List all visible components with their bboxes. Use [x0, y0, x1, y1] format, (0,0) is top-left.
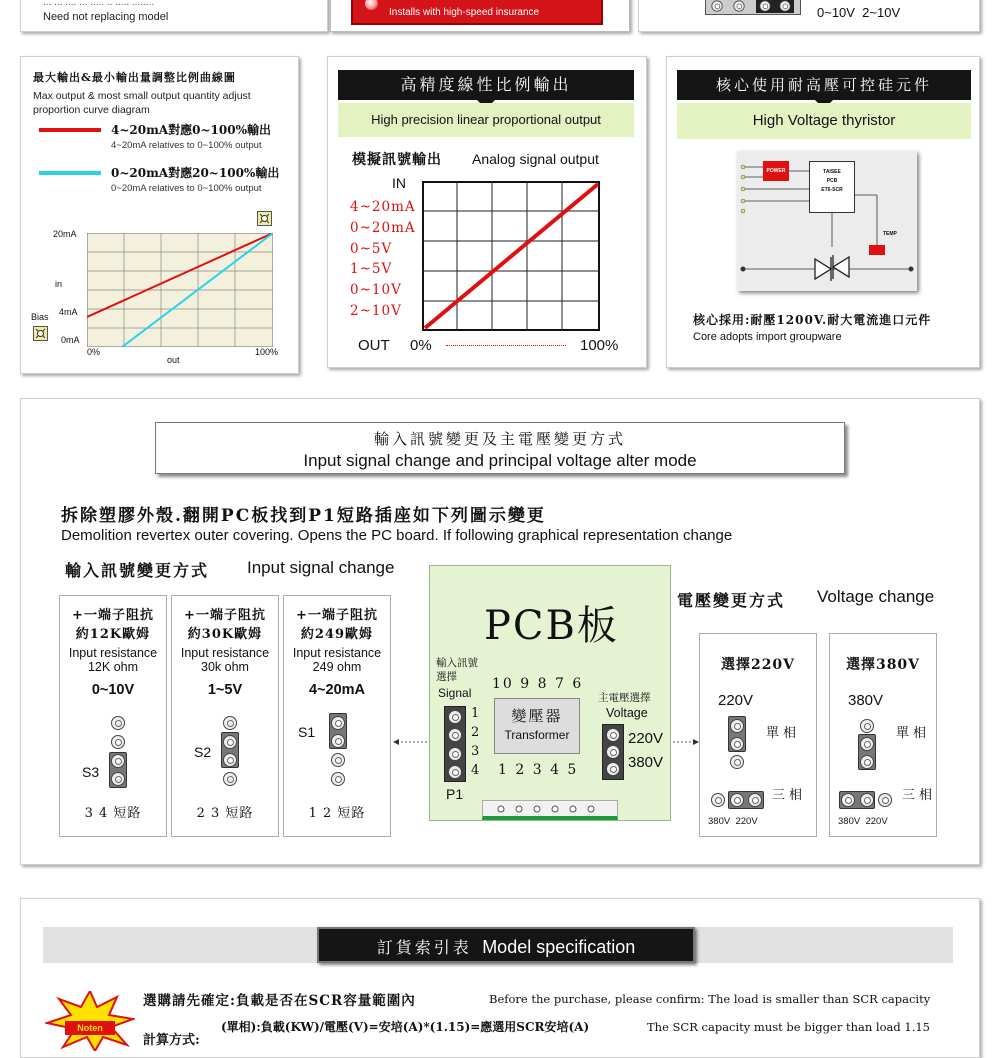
transformer: 變壓器 Transformer	[494, 698, 580, 754]
top-left-line1: ... ... .... ... ..... .. ..... ........	[43, 0, 155, 8]
insurance-text: Installs with high-speed insurance	[389, 7, 540, 18]
out-right: 100%	[580, 337, 619, 354]
y-low-label: 4mA	[59, 307, 78, 317]
thyristor-title: 核心使用耐高壓可控硅元件	[677, 70, 971, 100]
curve-title: 最大輸出&最小輸出量調整比例曲線圖	[33, 71, 236, 84]
mode-title-box	[155, 422, 845, 474]
top-mid-card	[330, 0, 630, 32]
thyristor-subtitle: High Voltage thyristor	[677, 103, 971, 139]
input-change-zh: 輸入訊號變更方式	[65, 561, 210, 580]
input-item: 2~10V	[350, 302, 402, 319]
top-pin-numbers: 10 9 8 7 6	[492, 676, 584, 692]
linear-chart	[422, 181, 600, 331]
input-item: 4~20mA	[350, 199, 416, 215]
circuit-lines	[737, 151, 917, 291]
circuit-diagram	[737, 151, 917, 291]
spec-title: 訂貨索引表 Model specification	[317, 927, 695, 963]
arrow-right-icon	[669, 737, 699, 747]
legend-red-zh: 4~20mA對應0~100%輸出	[111, 123, 271, 137]
input-item: 0~20mA	[350, 219, 416, 236]
linear-subtitle: High precision linear proportional output	[338, 103, 634, 137]
spec-card	[20, 898, 980, 1058]
input-item: 0~5V	[350, 240, 393, 257]
legend-cyan-en: 0~20mA relatives to 0~100% output	[111, 183, 262, 194]
voltage-select-en: Voltage	[606, 706, 648, 720]
legend-cyan-line	[39, 171, 101, 175]
instr-zh: 拆除塑膠外殼.翻開PC板找到P1短路插座如下列圖示變更	[61, 506, 546, 526]
top-left-card	[20, 0, 328, 32]
bottom-pin-numbers: 1 2 3 4 5	[498, 762, 579, 778]
input-panel-s3: +一端子阻抗 約12K歐姆 Input resistance 12K ohm 0~10V S3 3 4 短路	[59, 595, 167, 837]
x-right-label: 100%	[255, 347, 279, 357]
signal-select-zh: 輸入訊號選擇	[436, 657, 478, 683]
pcb-380v: 380V	[628, 754, 664, 771]
legend-cyan-zh: 0~20mA對應20~100%輸出	[111, 166, 280, 180]
voltage-panel-380: 選擇380V 380V 單相 三相 380V 220V	[829, 633, 937, 837]
curve-subtitle: Max output & most small output quantity adjust proportion curve diagram	[33, 90, 251, 116]
top-left-line2: Need not replacing model	[43, 11, 169, 23]
red-indicator-icon	[365, 0, 378, 10]
voltage-header	[602, 724, 624, 780]
pcb-title: PCB板	[484, 603, 619, 649]
voltage-select-zh: 主電壓選擇	[598, 692, 651, 704]
power-block: POWER	[763, 161, 789, 181]
curve-card	[20, 56, 299, 374]
legend-red-en: 4~20mA relatives to 0~100% output	[111, 140, 262, 151]
top-right-card	[638, 0, 980, 32]
linear-card	[327, 56, 647, 368]
note-label: Noten	[65, 1021, 115, 1035]
voltage-change-en: Voltage change	[817, 587, 935, 606]
bias-adjust-icon	[257, 211, 272, 226]
out-label: OUT	[358, 337, 390, 354]
formula-en: The SCR capacity must be bigger than load 1.15	[647, 1020, 930, 1034]
output-terminal-strip	[482, 800, 618, 820]
out-left: 0%	[410, 337, 432, 354]
out-dots	[446, 345, 566, 346]
thyristor-caption-en: Core adopts import groupware	[693, 331, 842, 343]
p1-header	[444, 706, 466, 782]
y-zero-label: 0mA	[61, 335, 80, 345]
instr-en: Demolition revertex outer covering. Opens the PC board. If following graphical representation change	[61, 527, 733, 544]
signal-select-en: Signal	[438, 686, 472, 700]
pcb-block: TAISEE PCB ET6-SCR	[809, 161, 855, 213]
legend-red-line	[39, 128, 101, 132]
y-mid-label: in	[55, 279, 63, 289]
x-left-label: 0%	[87, 347, 101, 357]
mode-title-en: Input signal change and principal voltage alter mode	[303, 451, 697, 470]
analog-en: Analog signal output	[472, 151, 599, 167]
confirm-zh: 選購請先確定:負載是否在SCR容量範圍內	[143, 993, 416, 1009]
confirm-en: Before the purchase, please confirm: The load is smaller than SCR capacity	[489, 992, 931, 1006]
x-axis-label: out	[167, 355, 180, 365]
voltage-change-zh: 電壓變更方式	[677, 591, 786, 610]
y-top-label: 20mA	[53, 229, 77, 239]
analog-zh: 模擬訊號輸出	[352, 152, 442, 168]
mode-card	[20, 398, 980, 865]
bias-icon	[33, 326, 48, 341]
pcb-220v: 220V	[628, 730, 664, 747]
formula-zh: (單相):負載(KW)/電壓(V)=安培(A)*(1.15)=應選用SCR安培(A)	[221, 1020, 590, 1034]
input-list	[350, 197, 416, 322]
input-panel-s1: +一端子阻抗 約249歐姆 Input resistance 249 ohm 4~20mA S1 1 2 短路	[283, 595, 391, 837]
thyristor-caption-zh: 核心採用:耐壓1200V.耐大電流進口元件	[693, 313, 932, 327]
input-change-en: Input signal change	[247, 558, 395, 577]
thyristor-card	[666, 56, 980, 368]
p1-pin-numbers: 1 2 3 4	[471, 706, 480, 778]
bias-label: Bias	[31, 312, 49, 322]
input-panel-s2: +一端子阻抗 約30K歐姆 Input resistance 30k ohm 1~5V S2 2 3 短路	[171, 595, 279, 837]
curve-chart	[87, 233, 273, 347]
p1-label: P1	[446, 786, 464, 802]
linear-title: 高精度線性比例輸出	[338, 70, 634, 100]
voltage-panel-220: 選擇220V 220V 單相 三相 380V 220V	[699, 633, 817, 837]
input-item: 1~5V	[350, 261, 393, 278]
mode-title-zh: 輸入訊號變更及主電壓變更方式	[373, 430, 626, 448]
in-label: IN	[392, 175, 406, 191]
temp-label: TEMP	[883, 231, 897, 237]
terminal-block	[705, 0, 801, 15]
insurance-panel	[351, 0, 603, 25]
input-item: 0~10V	[350, 282, 402, 299]
range-text: 0~10V 2~10V	[817, 5, 901, 20]
calc-zh: 計算方式:	[143, 1033, 200, 1048]
pcb-board	[429, 565, 671, 821]
